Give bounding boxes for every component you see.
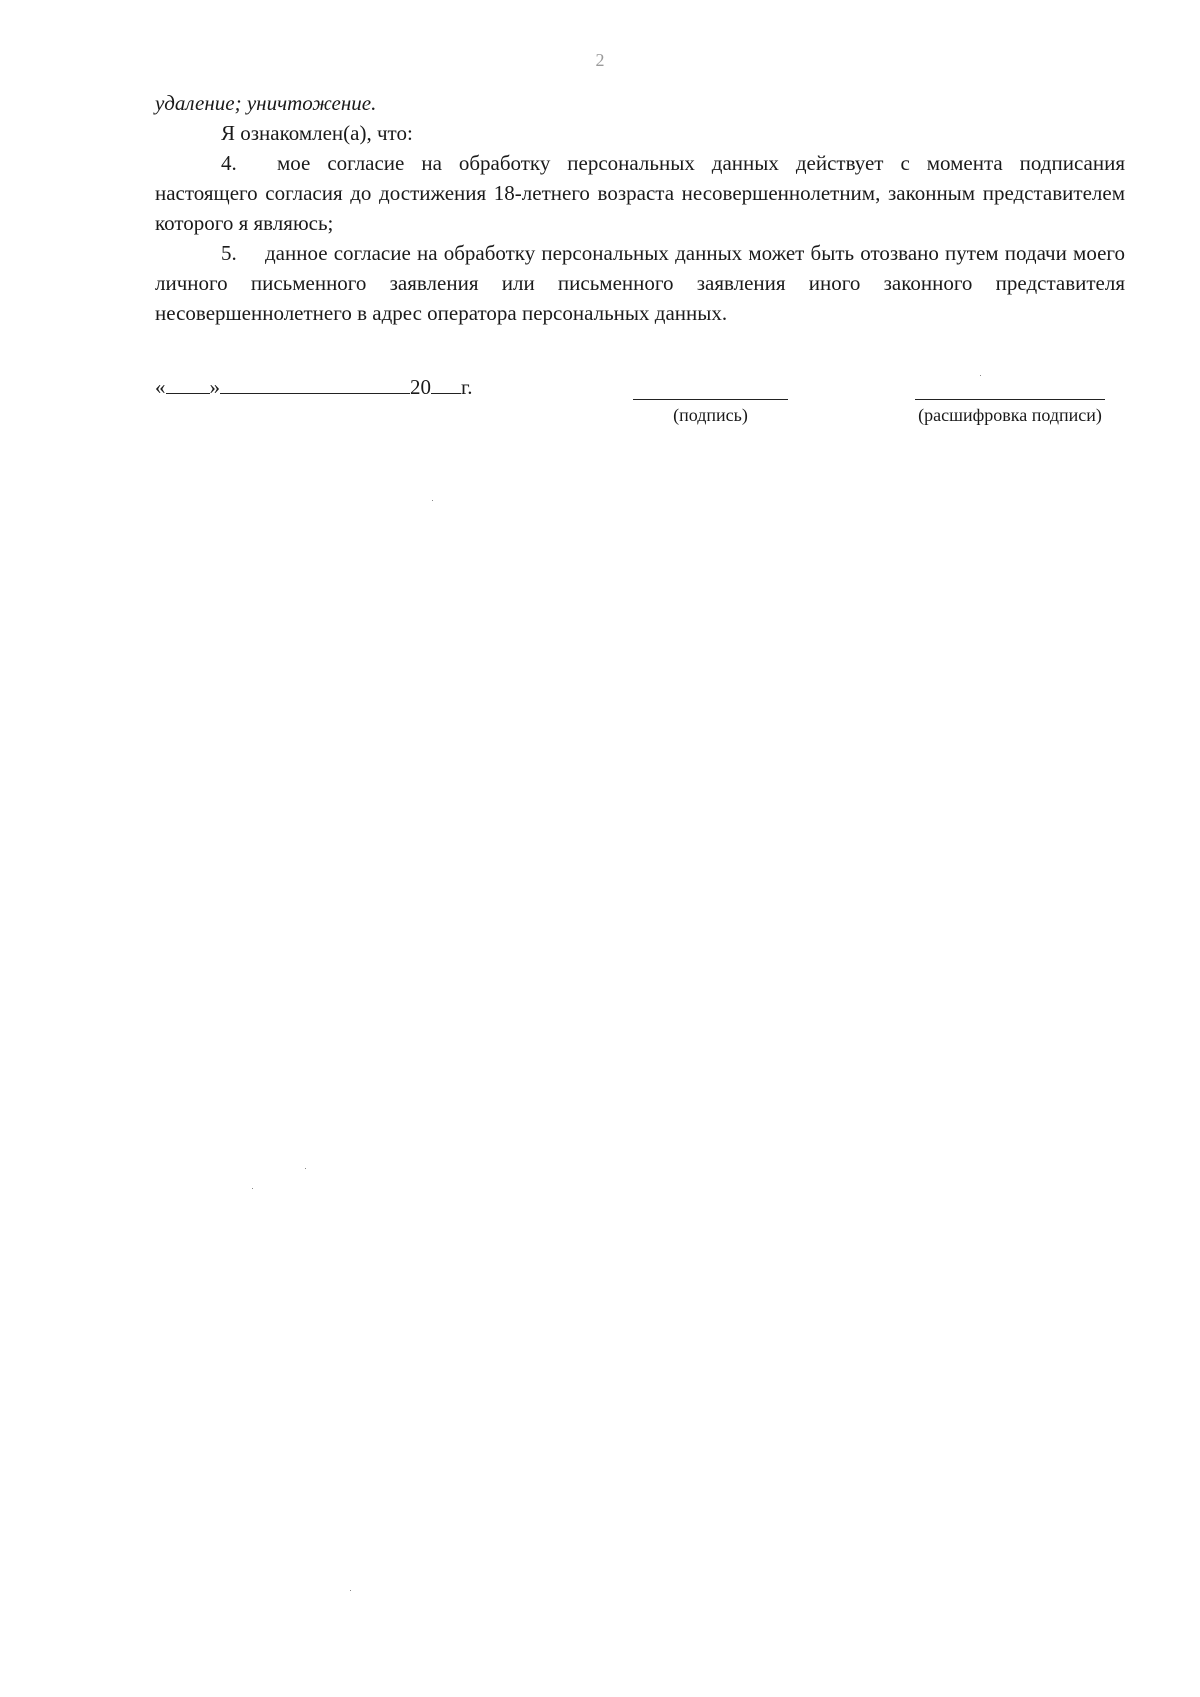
signature-row — [155, 375, 1125, 435]
year-blank — [431, 375, 461, 394]
scan-speck — [350, 1590, 351, 1591]
decoding-caption: (расшифровка подписи) — [918, 405, 1102, 425]
scan-speck — [305, 1168, 306, 1169]
decoding-line — [915, 375, 1105, 400]
quote-open: « — [155, 375, 166, 399]
list-item-4 — [155, 148, 1125, 238]
signature-caption: (подпись) — [673, 405, 748, 425]
date-field — [155, 375, 473, 400]
year-suffix: г. — [461, 375, 473, 399]
signature-line — [633, 375, 788, 400]
list-item-5 — [155, 238, 1125, 328]
list-item-5-text: данное согласие на обработку персональных данных может быть отозвано путем подачи моего личного письменного заявления или письменного заявления иного законного представителя несовершеннолетнего в адрес оператора персональных данных. — [155, 241, 1125, 325]
scan-speck — [432, 500, 433, 501]
list-item-5-number: 5. — [221, 241, 237, 265]
scan-speck — [980, 375, 981, 376]
quote-close: » — [209, 375, 220, 399]
list-item-4-text: мое согласие на обработку персональных данных действует с момента подписания настоящего согласия до достижения 18-летнего возраста несовершеннолетним, законным представителем которого я являюсь; — [155, 151, 1125, 235]
scan-speck — [252, 1188, 253, 1189]
list-item-4-number: 4. — [221, 151, 237, 175]
page-number: 2 — [595, 50, 605, 70]
year-prefix: 20 — [410, 375, 431, 399]
document-body — [155, 88, 1125, 328]
month-blank — [220, 375, 410, 394]
text-line-deletion: удаление; уничтожение. — [155, 91, 377, 115]
day-blank — [166, 375, 210, 394]
text-line-acknowledged: Я ознакомлен(а), что: — [221, 121, 413, 145]
